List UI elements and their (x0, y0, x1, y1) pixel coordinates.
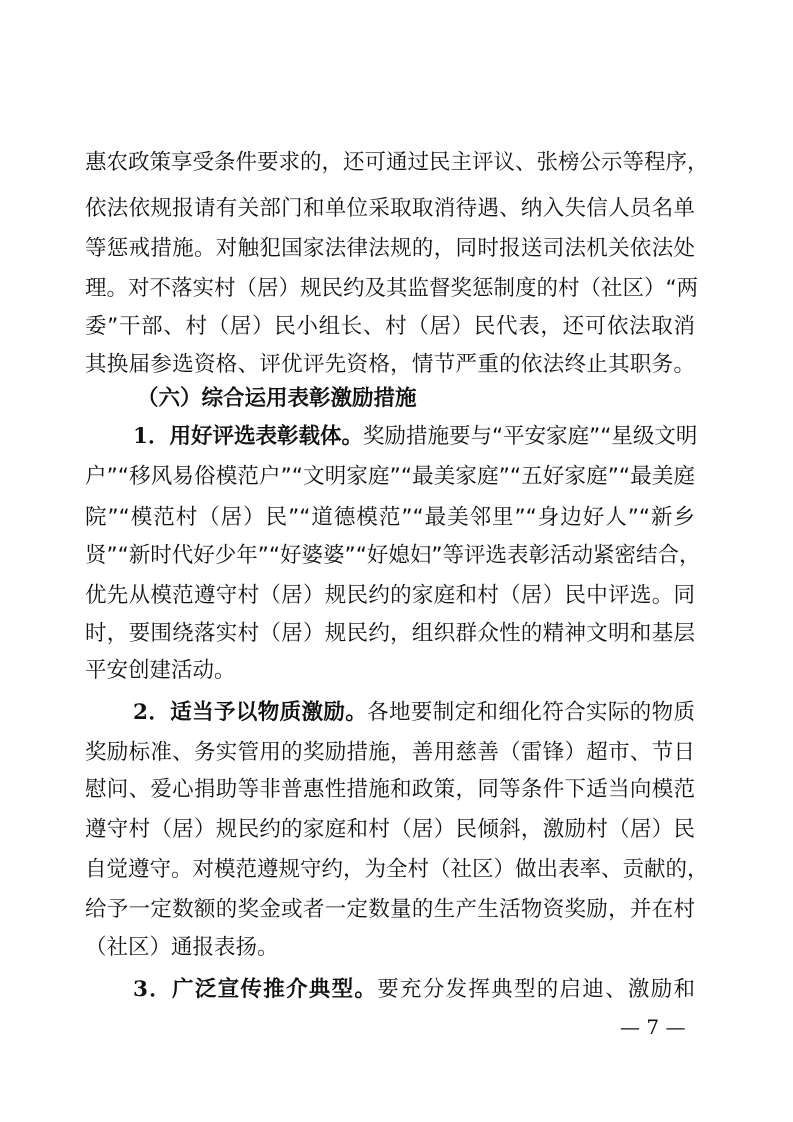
body-line: 户”“移风易俗模范户”“文明家庭”“最美家庭”“五好家庭”“最美庭 (85, 464, 695, 489)
body-line: 给予一定数额的奖金或者一定数量的生产生活物资奖励，并在村 (85, 897, 695, 922)
body-line: 自觉遵守。对模范遵规守约，为全村（社区）做出表率、贡献的， (85, 857, 709, 882)
item-2-first-line (133, 700, 695, 726)
item-2-title: 适当予以物质激励。 (170, 700, 368, 725)
item-2-text: 各地要制定和细化符合实际的物质 (367, 700, 695, 725)
item-1-title: 用好评选表彰载体。 (169, 424, 363, 449)
body-line: 贤”“新时代好少年”“好婆婆”“好媳妇”等评选表彰活动紧密结合， (85, 543, 701, 568)
body-line: 惠农政策享受条件要求的，还可通过民主评议、张榜公示等程序， (85, 150, 709, 175)
item-3-number: 3． (133, 977, 173, 1002)
body-line: 理。对不落实村（居）规民约及其监督奖惩制度的村（社区）“两 (85, 276, 699, 301)
body-line: 遵守村（居）规民约的家庭和村（居）民倾斜，激励村（居）民 (85, 817, 695, 842)
item-2-number: 2． (133, 700, 171, 725)
body-line: 等惩戒措施。对触犯国家法律法规的，同时报送司法机关依法处 (85, 236, 695, 261)
body-line: （社区）通报表扬。 (85, 935, 279, 960)
body-line: 委”干部、村（居）民小组长、村（居）民代表，还可依法取消 (85, 314, 695, 339)
body-line: 院”“模范村（居）民”“道德模范”“最美邻里”“身边好人”“新乡 (85, 505, 695, 530)
item-1-first-line (133, 424, 698, 450)
body-line: 奖励标准、务实管用的奖励措施，善用慈善（雷锋）超市、节日 (85, 740, 695, 765)
body-line: 平安创建活动。 (85, 658, 236, 683)
item-1-number: 1． (133, 424, 170, 449)
body-line: 时，要围绕落实村（居）规民约，组织群众性的精神文明和基层 (85, 621, 695, 646)
body-line: 其换届参选资格、评优评先资格，情节严重的依法终止其职务。 (85, 352, 695, 377)
item-3-first-line (133, 977, 695, 1003)
item-3-text: 要充分发挥典型的启迪、激励和 (377, 977, 695, 1002)
item-3-title: 广泛宣传推介典型。 (172, 977, 378, 1002)
body-line: 慰问、爱心捐助等非普惠性措施和政策，同等条件下适当向模范 (85, 777, 695, 802)
item-1-text: 奖励措施要与“平安家庭”“星级文明 (362, 424, 698, 449)
body-line: 依法依规报请有关部门和单位采取取消待遇、纳入失信人员名单 (85, 196, 695, 221)
section-heading: （六）综合运用表彰激励措施 (137, 386, 417, 411)
page-number: — 7 — (620, 1015, 686, 1039)
body-line: 优先从模范遵守村（居）规民约的家庭和村（居）民中评选。同 (85, 583, 695, 608)
